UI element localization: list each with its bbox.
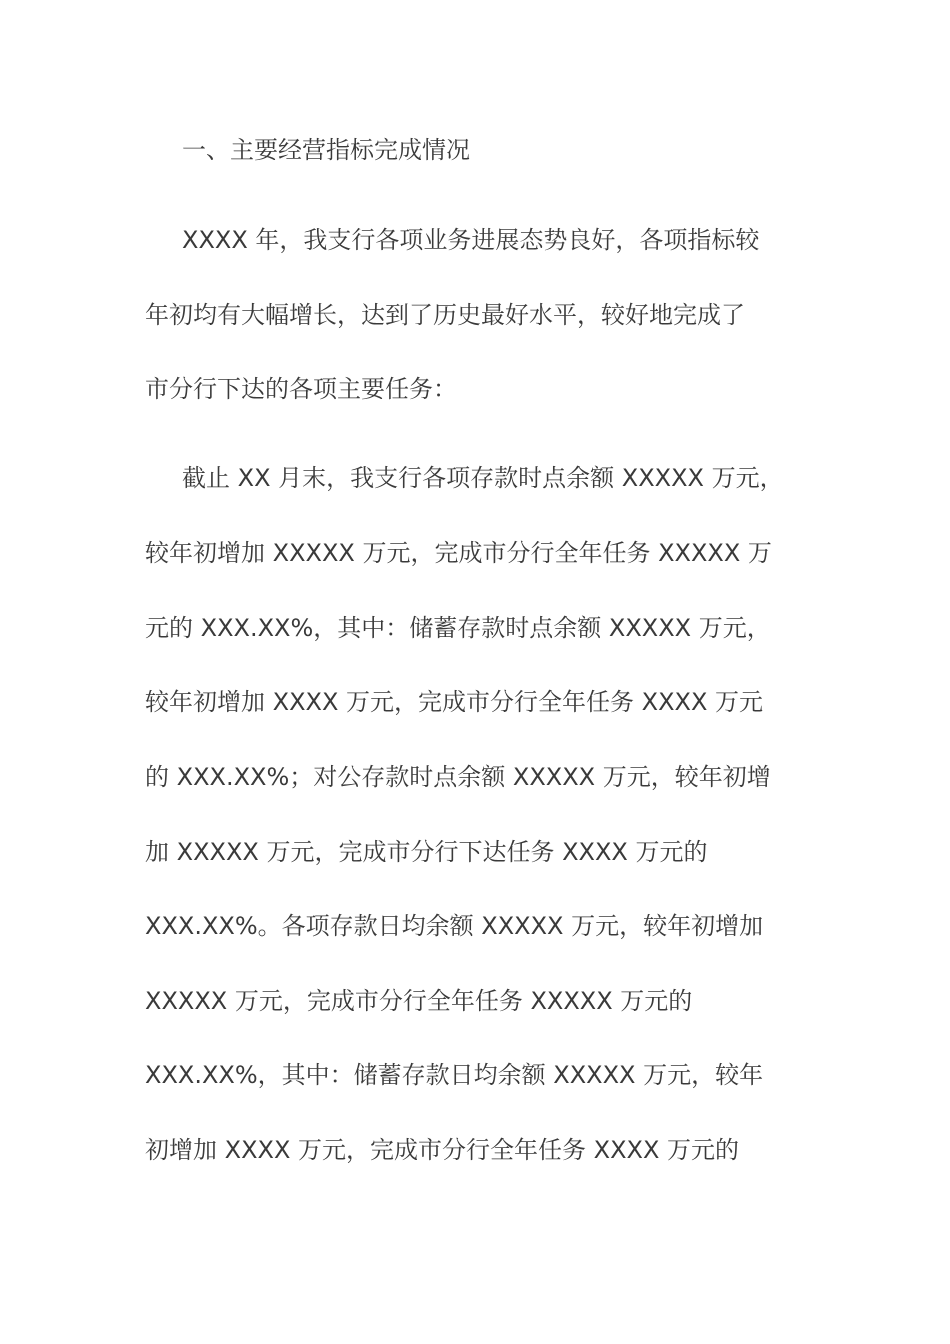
paragraph-line: XXXX 年，我支行各项业务进展态势良好，各项指标较: [182, 226, 760, 254]
paragraph-line: 年初均有大幅增长，达到了历史最好水平，较好地完成了: [145, 301, 745, 329]
paragraph-line: 市分行下达的各项主要任务：: [145, 375, 457, 403]
paragraph-line: 较年初增加 XXXXX 万元，完成市分行全年任务 XXXXX 万: [145, 539, 772, 567]
paragraph-line: 较年初增加 XXXX 万元，完成市分行全年任务 XXXX 万元: [145, 688, 764, 716]
paragraph-line: 初增加 XXXX 万元，完成市分行全年任务 XXXX 万元的: [145, 1136, 740, 1164]
section-heading: 一、主要经营指标完成情况: [182, 136, 470, 164]
paragraph-line: 截止 XX 月末，我支行各项存款时点余额 XXXXX 万元，: [182, 464, 784, 492]
paragraph-line: XXX.XX%，其中：储蓄存款日均余额 XXXXX 万元，较年: [145, 1061, 764, 1089]
paragraph-line: XXXXX 万元，完成市分行全年任务 XXXXX 万元的: [145, 987, 693, 1015]
paragraph-line: 加 XXXXX 万元，完成市分行下达任务 XXXX 万元的: [145, 838, 708, 866]
paragraph-line: 元的 XXX.XX%，其中：储蓄存款时点余额 XXXXX 万元，: [145, 614, 771, 642]
paragraph-line: XXX.XX%。各项存款日均余额 XXXXX 万元，较年初增加: [145, 912, 764, 940]
paragraph-line: 的 XXX.XX%；对公存款时点余额 XXXXX 万元，较年初增: [145, 763, 771, 791]
